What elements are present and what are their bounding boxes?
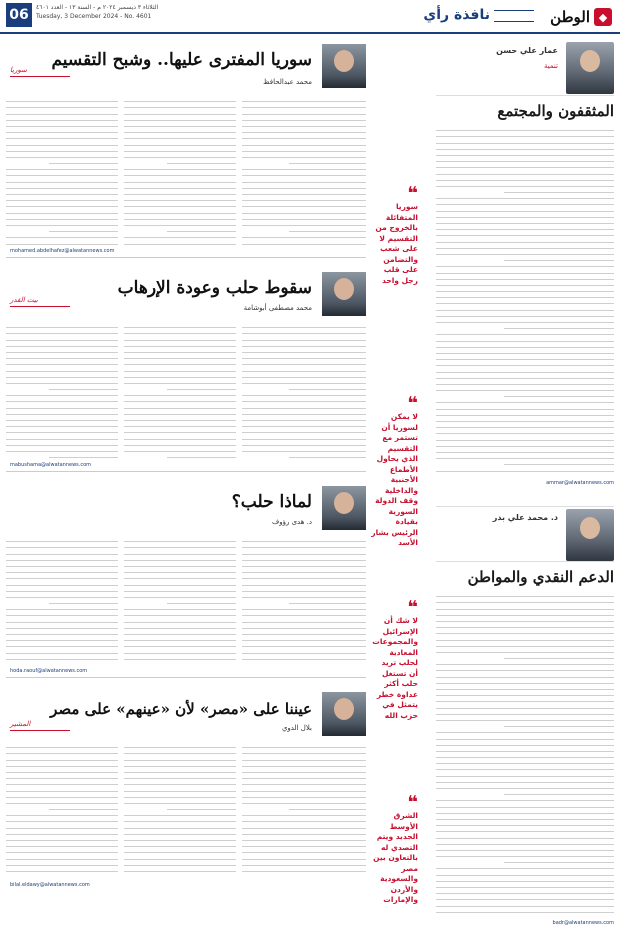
- text-column: [124, 742, 236, 878]
- main-articles: [6, 40, 366, 900]
- text-column: [6, 96, 118, 246]
- date-english: Tuesday, 3 December 2024 - No. 4601: [36, 13, 152, 20]
- article-author: بلال الدوي: [281, 724, 312, 732]
- masthead: [0, 0, 620, 34]
- text-line: [6, 866, 118, 872]
- divider: [10, 306, 70, 307]
- text-line: [242, 238, 366, 244]
- logo-text: الوطن: [550, 8, 590, 26]
- author-name: عمار علي حسن: [496, 46, 558, 55]
- article-4: [6, 684, 366, 894]
- article-body: [436, 591, 614, 917]
- author-photo: [566, 509, 614, 561]
- text-column: [6, 742, 118, 878]
- author-block-1: [436, 40, 614, 96]
- quote-text: لا شك أن الإسرائيل والمجموعات المعادية لحلب تريد أن تستغل حلب أكثر عداوة خطر يتمثل في حزب الله: [372, 616, 418, 720]
- quote-icon: ❝: [407, 597, 418, 618]
- author-photo: [322, 272, 366, 316]
- text-line: [436, 465, 614, 471]
- quote-text: سوريا المتفائلة بالخروج من التقسيم لا على شعب والتضامن على قلب رجل واحد: [375, 202, 418, 285]
- section-title: نافذة رأي: [423, 7, 490, 23]
- article-author: محمد مصطفى أبوشامة: [243, 304, 312, 312]
- article-author: د. هدى رؤوف: [271, 518, 312, 526]
- article-3: [6, 478, 366, 678]
- text-line: [289, 452, 366, 458]
- author-photo: [322, 692, 366, 736]
- article-columns: [6, 96, 366, 246]
- pull-quote: [370, 393, 418, 549]
- article-columns: [6, 536, 366, 666]
- author-email: hoda.raouf@alwatannews.com: [10, 668, 88, 674]
- quote-icon: ❝: [407, 792, 418, 813]
- text-column: [242, 742, 366, 878]
- article-2: [6, 264, 366, 472]
- text-column: [242, 322, 366, 460]
- article-columns: [6, 742, 366, 878]
- text-line: [242, 654, 366, 660]
- pull-quote: [370, 792, 418, 906]
- article-title: المثقفون والمجتمع: [497, 102, 614, 120]
- author-email: badr@alwatannews.com: [552, 920, 614, 926]
- quote-text: لا يمكن لسوريا أن تستمر مع التقسيم الذي يحاول الأطماع الأجنبية والداخلية وقف الدولة السورية بقيادة الرئيس بشار الأسد: [371, 412, 418, 547]
- author-email: mabushama@alwatannews.com: [10, 462, 92, 468]
- text-line: [124, 238, 236, 244]
- divider: [10, 76, 70, 77]
- quote-text: الشرق الأوسط الجديد ويتم التصدي له بالتعاون بين مصر والسعودية والأردن والإمارات: [373, 811, 418, 904]
- article-body: [436, 125, 614, 477]
- article-columns: [6, 322, 366, 460]
- quote-column: [370, 40, 418, 904]
- text-line: [124, 866, 236, 872]
- text-column: [124, 536, 236, 666]
- divider: [10, 730, 70, 731]
- logo-icon: ◆: [594, 8, 612, 26]
- article-title: سقوط حلب وعودة الإرهاب: [117, 278, 312, 298]
- quote-icon: ❝: [407, 393, 418, 414]
- author-photo: [322, 44, 366, 88]
- text-line: [124, 654, 236, 660]
- article-title: الدعم النقدي والمواطن: [467, 568, 614, 586]
- article-title: عيننا على «مصر» لأن «عينهم» على مصر: [50, 700, 312, 718]
- right-column: [436, 40, 614, 926]
- text-column: [242, 96, 366, 246]
- logo: [542, 6, 612, 28]
- article-kicker: المشير: [10, 720, 31, 728]
- pull-quote: [370, 183, 418, 286]
- author-email: mohamed.abdelhafez@alwatannews.com: [10, 248, 115, 254]
- text-line: [6, 654, 118, 660]
- text-line: [167, 452, 236, 458]
- quote-icon: ❝: [407, 183, 418, 204]
- author-tag: تنمية: [544, 62, 558, 70]
- page-number: 06: [6, 3, 32, 27]
- text-line: [436, 907, 614, 913]
- article-title: لماذا حلب؟: [231, 492, 312, 512]
- text-line: [6, 238, 118, 244]
- article-kicker: سوريا: [10, 66, 27, 74]
- text-column: [242, 536, 366, 666]
- article-kicker: بيت القدر: [10, 296, 38, 304]
- author-block-2: [436, 506, 614, 562]
- author-email: ammar@alwatannews.com: [546, 480, 614, 486]
- text-column: [6, 322, 118, 460]
- author-photo: [322, 486, 366, 530]
- article-title: سوريا المفترى عليها.. وشبح التقسيم: [51, 50, 312, 70]
- author-photo: [566, 42, 614, 94]
- text-column: [124, 96, 236, 246]
- text-line: [242, 866, 366, 872]
- pull-quote: [370, 597, 418, 721]
- author-name: د. محمد علي بدر: [492, 513, 558, 522]
- section-deco: [494, 10, 534, 22]
- date-arabic: الثلاثاء ٣ ديسمبر ٢٠٢٤ م - السنة ١٣ - العدد ٤٦٠١: [36, 4, 159, 11]
- author-email: bilal.eldawy@alwatannews.com: [10, 882, 90, 888]
- article-author: محمد عبدالحافظ: [263, 78, 312, 86]
- article-1: [6, 40, 366, 258]
- text-column: [6, 536, 118, 666]
- text-line: [49, 452, 118, 458]
- text-column: [124, 322, 236, 460]
